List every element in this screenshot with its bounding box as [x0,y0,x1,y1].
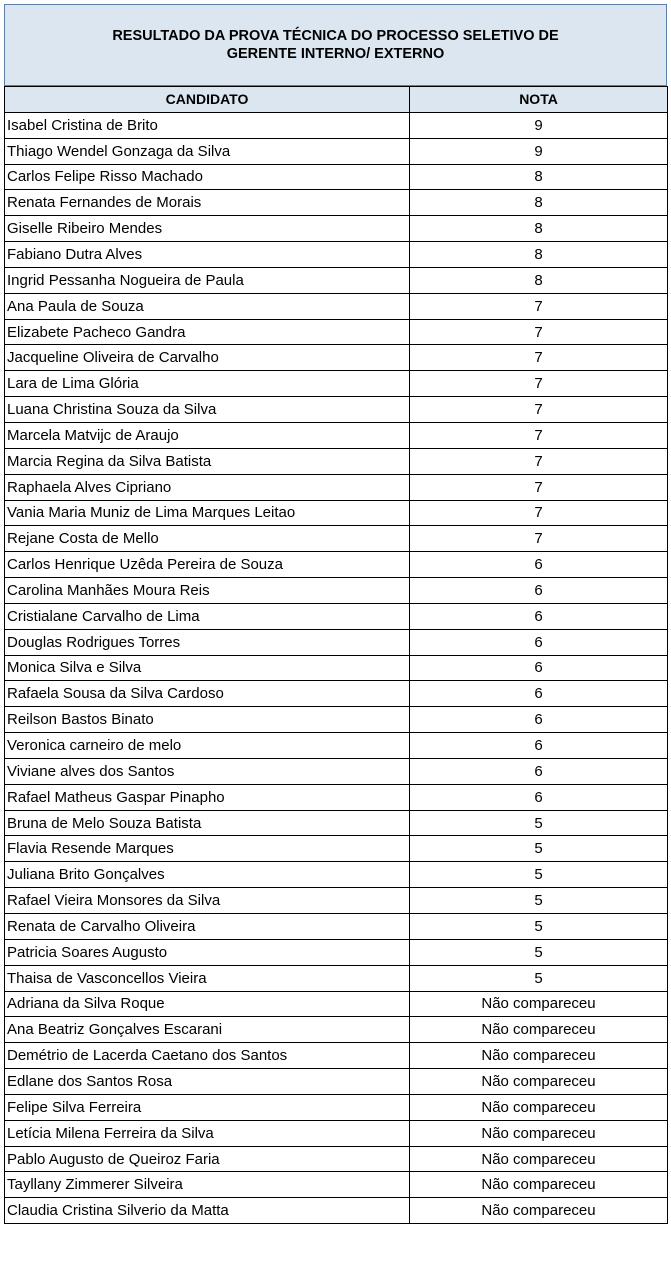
candidate-score: 8 [410,216,668,242]
candidate-name: Marcia Regina da Silva Batista [5,448,410,474]
table-row [5,965,668,991]
table-row [5,681,668,707]
candidate-score: 7 [410,474,668,500]
table-row [5,914,668,940]
candidate-score: 5 [410,965,668,991]
table-row [5,603,668,629]
candidate-name: Vania Maria Muniz de Lima Marques Leitao [5,500,410,526]
candidate-score: Não compareceu [410,1120,668,1146]
candidate-score: 5 [410,914,668,940]
candidate-name: Viviane alves dos Santos [5,758,410,784]
table-row [5,578,668,604]
table-row [5,345,668,371]
candidate-name: Claudia Cristina Silverio da Matta [5,1198,410,1224]
table-row [5,319,668,345]
candidate-name: Ana Paula de Souza [5,293,410,319]
results-table [4,86,668,1224]
table-row [5,1172,668,1198]
candidate-name: Flavia Resende Marques [5,836,410,862]
candidate-name: Cristialane Carvalho de Lima [5,603,410,629]
candidate-name: Elizabete Pacheco Gandra [5,319,410,345]
candidate-score: 7 [410,371,668,397]
candidate-score: 5 [410,836,668,862]
candidate-score: 5 [410,862,668,888]
table-row [5,888,668,914]
table-row [5,112,668,138]
candidate-name: Juliana Brito Gonçalves [5,862,410,888]
table-row [5,397,668,423]
candidate-score: Não compareceu [410,1017,668,1043]
candidate-name: Adriana da Silva Roque [5,991,410,1017]
candidate-name: Raphaela Alves Cipriano [5,474,410,500]
candidate-score: Não compareceu [410,1069,668,1095]
candidate-name: Isabel Cristina de Brito [5,112,410,138]
candidate-score: 7 [410,448,668,474]
candidate-score: 8 [410,164,668,190]
candidate-name: Felipe Silva Ferreira [5,1094,410,1120]
candidate-score: 5 [410,810,668,836]
candidate-name: Carlos Felipe Risso Machado [5,164,410,190]
candidate-score: 6 [410,655,668,681]
candidate-score: 6 [410,733,668,759]
header-candidate: CANDIDATO [5,87,410,113]
table-row [5,862,668,888]
title-box [4,4,667,86]
candidate-score: Não compareceu [410,1094,668,1120]
candidate-score: 7 [410,319,668,345]
candidate-name: Renata Fernandes de Morais [5,190,410,216]
candidate-name: Thaisa de Vasconcellos Vieira [5,965,410,991]
candidate-score: 6 [410,707,668,733]
table-row [5,500,668,526]
table-row [5,138,668,164]
table-row [5,190,668,216]
candidate-name: Bruna de Melo Souza Batista [5,810,410,836]
candidate-score: 5 [410,888,668,914]
candidate-score: 7 [410,500,668,526]
title-line-2: GERENTE INTERNO/ EXTERNO [226,46,445,62]
candidate-name: Douglas Rodrigues Torres [5,629,410,655]
candidate-score: 6 [410,784,668,810]
candidate-score: 8 [410,267,668,293]
table-row [5,526,668,552]
table-row [5,164,668,190]
candidate-name: Rejane Costa de Mello [5,526,410,552]
candidate-name: Ingrid Pessanha Nogueira de Paula [5,267,410,293]
candidate-score: 9 [410,112,668,138]
table-row [5,474,668,500]
table-row [5,293,668,319]
candidate-score: 7 [410,345,668,371]
table-row [5,267,668,293]
table-row [5,991,668,1017]
table-row [5,422,668,448]
candidate-name: Rafael Vieira Monsores da Silva [5,888,410,914]
table-row [5,1017,668,1043]
table-row [5,758,668,784]
table-row [5,216,668,242]
candidate-name: Carolina Manhães Moura Reis [5,578,410,604]
candidate-name: Lara de Lima Glória [5,371,410,397]
candidate-name: Thiago Wendel Gonzaga da Silva [5,138,410,164]
candidate-score: Não compareceu [410,991,668,1017]
candidate-name: Monica Silva e Silva [5,655,410,681]
candidate-score: 7 [410,397,668,423]
table-row [5,242,668,268]
candidate-score: 8 [410,190,668,216]
candidate-name: Letícia Milena Ferreira da Silva [5,1120,410,1146]
table-row [5,733,668,759]
table-row [5,371,668,397]
candidate-score: 7 [410,293,668,319]
table-row [5,810,668,836]
candidate-score: Não compareceu [410,1146,668,1172]
candidate-name: Carlos Henrique Uzêda Pereira de Souza [5,552,410,578]
header-row [5,87,668,113]
table-row [5,655,668,681]
candidate-name: Veronica carneiro de melo [5,733,410,759]
candidate-score: 7 [410,422,668,448]
candidate-score: 6 [410,629,668,655]
table-row [5,552,668,578]
table-row [5,707,668,733]
candidate-score: 5 [410,939,668,965]
candidate-name: Fabiano Dutra Alves [5,242,410,268]
candidate-score: 6 [410,603,668,629]
candidate-name: Luana Christina Souza da Silva [5,397,410,423]
table-row [5,784,668,810]
table-row [5,448,668,474]
title-line-1: RESULTADO DA PROVA TÉCNICA DO PROCESSO SELETIVO DE [112,28,559,44]
candidate-score: 7 [410,526,668,552]
candidate-score: 9 [410,138,668,164]
candidate-name: Rafaela Sousa da Silva Cardoso [5,681,410,707]
table-row [5,629,668,655]
candidate-score: 6 [410,578,668,604]
candidate-name: Reilson Bastos Binato [5,707,410,733]
candidate-name: Rafael Matheus Gaspar Pinapho [5,784,410,810]
table-row [5,1094,668,1120]
candidate-name: Giselle Ribeiro Mendes [5,216,410,242]
results-sheet [4,4,667,1224]
table-row [5,1120,668,1146]
table-row [5,939,668,965]
header-score: NOTA [410,87,668,113]
table-row [5,1198,668,1224]
candidate-score: 6 [410,758,668,784]
candidate-score: 8 [410,242,668,268]
candidate-name: Pablo Augusto de Queiroz Faria [5,1146,410,1172]
candidate-name: Demétrio de Lacerda Caetano dos Santos [5,1043,410,1069]
candidate-name: Jacqueline Oliveira de Carvalho [5,345,410,371]
table-row [5,1043,668,1069]
candidate-score: 6 [410,681,668,707]
table-row [5,836,668,862]
table-row [5,1069,668,1095]
candidate-name: Renata de Carvalho Oliveira [5,914,410,940]
candidate-score: Não compareceu [410,1198,668,1224]
candidate-name: Patricia Soares Augusto [5,939,410,965]
table-row [5,1146,668,1172]
candidate-name: Ana Beatriz Gonçalves Escarani [5,1017,410,1043]
candidate-score: 6 [410,552,668,578]
candidate-name: Edlane dos Santos Rosa [5,1069,410,1095]
candidate-score: Não compareceu [410,1043,668,1069]
candidate-name: Tayllany Zimmerer Silveira [5,1172,410,1198]
candidate-score: Não compareceu [410,1172,668,1198]
candidate-name: Marcela Matvijc de Araujo [5,422,410,448]
